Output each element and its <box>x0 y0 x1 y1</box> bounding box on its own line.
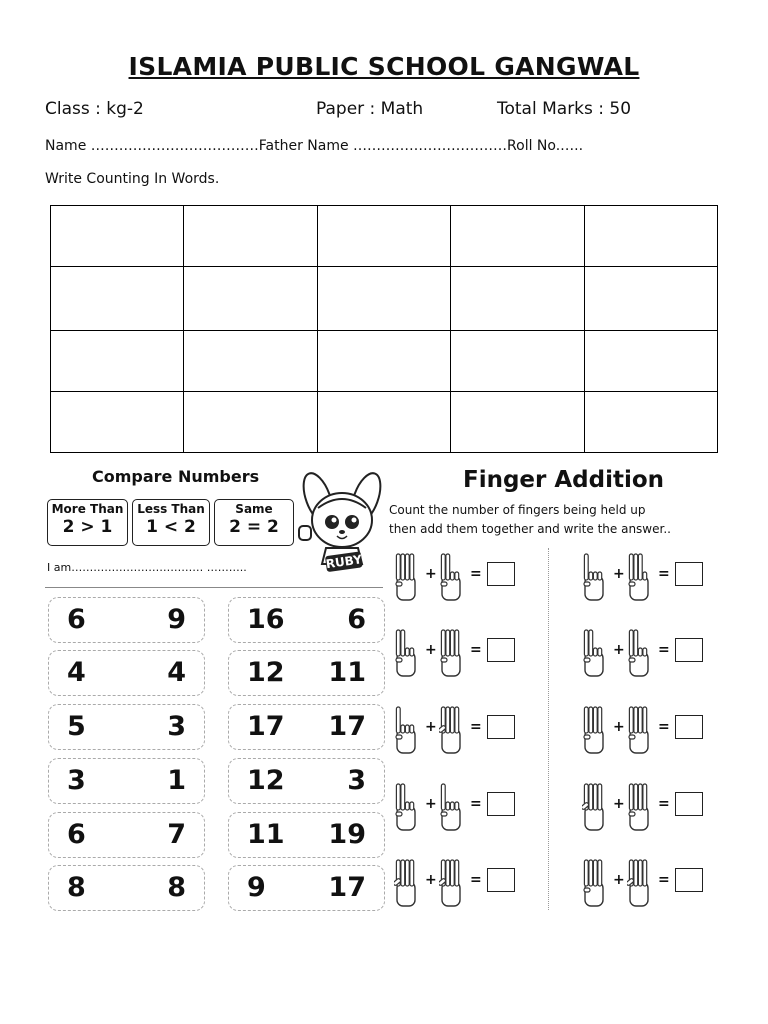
finger-addition-title: Finger Addition <box>463 467 665 493</box>
compare-pair <box>228 650 385 696</box>
compare-number-right: 7 <box>167 819 186 850</box>
hand-fingers-icon <box>582 550 606 602</box>
compare-pair <box>48 704 205 750</box>
compare-number-right: 1 <box>167 765 186 796</box>
counting-words-table <box>50 205 718 453</box>
instruction-line-2: then add them together and write the answer.. <box>389 522 671 536</box>
plus-sign: + <box>425 872 437 888</box>
answer-cell[interactable] <box>184 206 317 267</box>
compare-number-right: 3 <box>347 765 366 796</box>
rule-less-than <box>132 499 210 546</box>
compare-pair <box>228 812 385 858</box>
finger-addition-instructions <box>389 501 671 539</box>
answer-box[interactable] <box>487 638 515 662</box>
hand-fingers-icon <box>582 703 606 755</box>
hand-fingers-icon <box>582 626 606 678</box>
answer-box[interactable] <box>675 715 703 739</box>
answer-box[interactable] <box>675 792 703 816</box>
compare-pair <box>228 704 385 750</box>
hand-fingers-icon <box>394 780 418 832</box>
equals-sign: = <box>470 566 482 582</box>
section-divider <box>45 587 383 588</box>
compare-number-right: 11 <box>328 657 366 688</box>
rule-same <box>214 499 294 546</box>
compare-pair <box>228 758 385 804</box>
compare-number-right: 6 <box>347 604 366 635</box>
answer-cell[interactable] <box>317 206 450 267</box>
answer-cell[interactable] <box>317 331 450 392</box>
answer-box[interactable] <box>675 638 703 662</box>
compare-number-right: 17 <box>328 872 366 903</box>
equals-sign: = <box>658 566 670 582</box>
answer-cell[interactable] <box>584 392 717 453</box>
rule-expression: 2 = 2 <box>229 517 279 537</box>
answer-cell[interactable] <box>317 392 450 453</box>
compare-number-left: 16 <box>247 604 285 635</box>
instruction-line-1: Count the number of fingers being held up <box>389 503 646 517</box>
name-father-roll-line: Name ………………………………Father Name ……………………………Roll No.….. <box>45 138 584 154</box>
compare-numbers-title: Compare Numbers <box>92 467 260 486</box>
answer-box[interactable] <box>675 868 703 892</box>
ruby-mascot-illustration <box>296 468 386 574</box>
equals-sign: = <box>658 872 670 888</box>
compare-number-left: 8 <box>67 872 86 903</box>
plus-sign: + <box>425 566 437 582</box>
answer-cell[interactable] <box>184 267 317 331</box>
answer-cell[interactable] <box>51 206 184 267</box>
compare-number-right: 19 <box>328 819 366 850</box>
equals-sign: = <box>658 796 670 812</box>
hand-fingers-icon <box>394 856 418 908</box>
compare-pair <box>48 597 205 643</box>
answer-cell[interactable] <box>317 267 450 331</box>
answer-cell[interactable] <box>51 267 184 331</box>
rule-expression: 2 > 1 <box>62 517 113 537</box>
hand-fingers-icon <box>439 780 463 832</box>
equals-sign: = <box>470 872 482 888</box>
hand-fingers-icon <box>627 856 651 908</box>
plus-sign: + <box>613 872 625 888</box>
rule-expression: 1 < 2 <box>146 517 196 537</box>
compare-number-left: 12 <box>247 657 285 688</box>
compare-number-left: 11 <box>247 819 285 850</box>
compare-number-right: 9 <box>167 604 186 635</box>
answer-box[interactable] <box>675 562 703 586</box>
equals-sign: = <box>658 719 670 735</box>
answer-cell[interactable] <box>451 267 584 331</box>
compare-number-right: 17 <box>328 711 366 742</box>
compare-pair <box>228 865 385 911</box>
answer-box[interactable] <box>487 792 515 816</box>
plus-sign: + <box>613 642 625 658</box>
hand-fingers-icon <box>439 703 463 755</box>
compare-pair <box>48 758 205 804</box>
paper-label: Paper : Math <box>316 99 424 119</box>
plus-sign: + <box>613 719 625 735</box>
compare-number-left: 5 <box>67 711 86 742</box>
plus-sign: + <box>425 642 437 658</box>
equals-sign: = <box>470 642 482 658</box>
rule-label: More Than <box>51 502 124 516</box>
compare-number-right: 4 <box>167 657 186 688</box>
plus-sign: + <box>425 719 437 735</box>
compare-pair <box>48 650 205 696</box>
plus-sign: + <box>613 566 625 582</box>
class-label: Class : kg-2 <box>45 99 144 119</box>
mascot-name: RUBY <box>324 552 363 572</box>
instruction-text: Write Counting In Words. <box>45 171 220 187</box>
compare-number-right: 8 <box>167 872 186 903</box>
compare-number-left: 3 <box>67 765 86 796</box>
hand-fingers-icon <box>627 626 651 678</box>
plus-sign: + <box>613 796 625 812</box>
answer-cell[interactable] <box>51 392 184 453</box>
answer-cell[interactable] <box>184 392 317 453</box>
answer-box[interactable] <box>487 868 515 892</box>
compare-number-left: 9 <box>247 872 266 903</box>
compare-pair <box>48 812 205 858</box>
hand-fingers-icon <box>394 626 418 678</box>
plus-sign: + <box>425 796 437 812</box>
answer-box[interactable] <box>487 715 515 739</box>
rule-more-than <box>47 499 128 546</box>
answer-cell[interactable] <box>451 206 584 267</box>
hand-fingers-icon <box>394 550 418 602</box>
rule-label: Less Than <box>137 502 205 516</box>
compare-number-right: 3 <box>167 711 186 742</box>
equals-sign: = <box>658 642 670 658</box>
compare-number-left: 6 <box>67 819 86 850</box>
compare-pair <box>228 597 385 643</box>
compare-pair <box>48 865 205 911</box>
total-marks-label: Total Marks : 50 <box>497 99 632 119</box>
answer-cell[interactable] <box>51 331 184 392</box>
hand-fingers-icon <box>627 703 651 755</box>
answer-cell[interactable] <box>184 331 317 392</box>
equals-sign: = <box>470 719 482 735</box>
compare-number-left: 12 <box>247 765 285 796</box>
answer-cell[interactable] <box>584 267 717 331</box>
answer-box[interactable] <box>487 562 515 586</box>
answer-cell[interactable] <box>584 206 717 267</box>
hand-fingers-icon <box>439 550 463 602</box>
rule-label: Same <box>235 502 273 516</box>
compare-number-left: 6 <box>67 604 86 635</box>
i-am-line: I am……………………………… ……….. <box>47 561 247 574</box>
equals-sign: = <box>470 796 482 812</box>
hand-fingers-icon <box>439 856 463 908</box>
compare-number-left: 17 <box>247 711 285 742</box>
answer-cell[interactable] <box>451 331 584 392</box>
hand-fingers-icon <box>627 780 651 832</box>
hand-fingers-icon <box>439 626 463 678</box>
compare-number-left: 4 <box>67 657 86 688</box>
answer-cell[interactable] <box>451 392 584 453</box>
column-divider <box>548 548 549 910</box>
answer-cell[interactable] <box>584 331 717 392</box>
hand-fingers-icon <box>582 780 606 832</box>
hand-fingers-icon <box>582 856 606 908</box>
school-title: ISLAMIA PUBLIC SCHOOL GANGWAL <box>128 52 640 81</box>
hand-fingers-icon <box>627 550 651 602</box>
hand-fingers-icon <box>394 703 418 755</box>
